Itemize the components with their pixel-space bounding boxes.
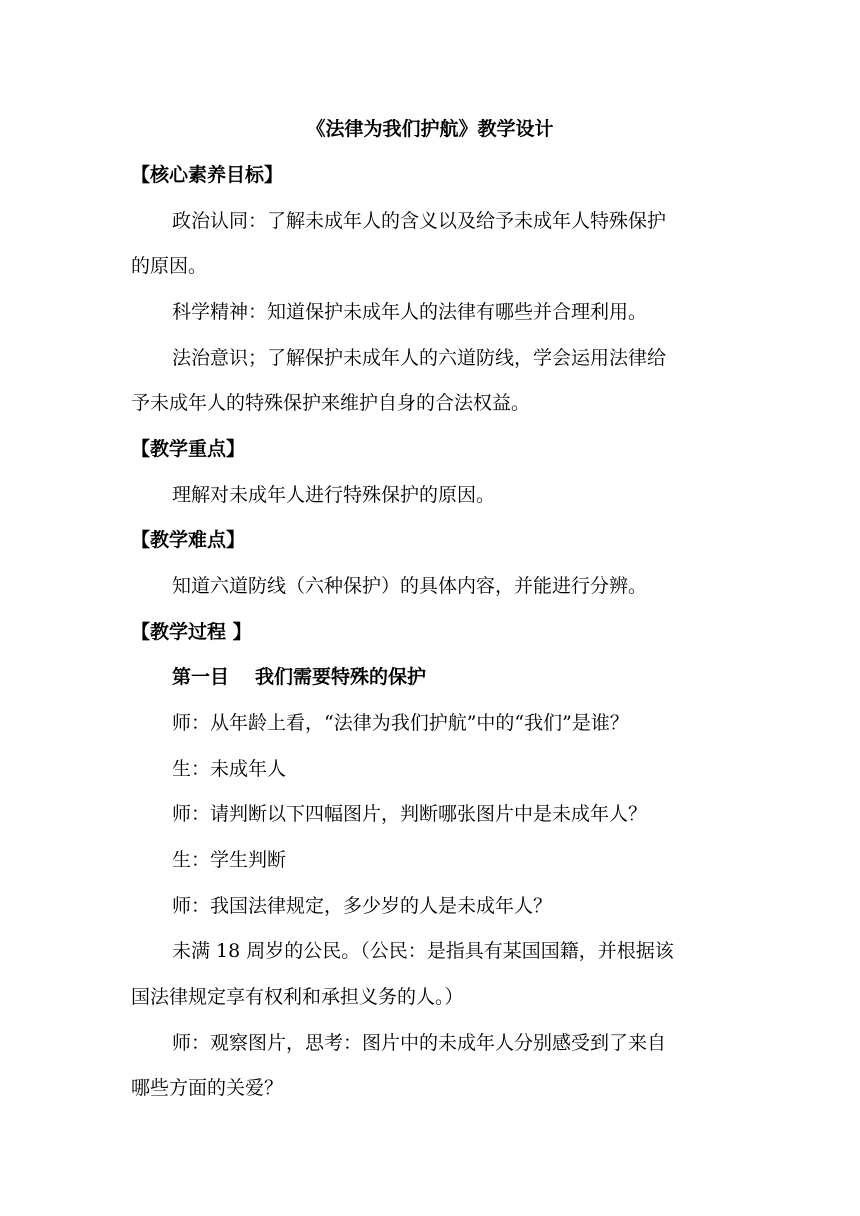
answer-line2: 国法律规定享有权利和承担义务的人。） <box>131 986 464 1008</box>
dialog-teacher-2: 师：请判断以下四幅图片，判断哪张图片中是未成年人？ <box>172 803 648 825</box>
difficult-point-text: 知道六道防线（六种保护）的具体内容，并能进行分辨。 <box>172 575 648 597</box>
dialog-student-2: 生：学生判断 <box>172 849 287 871</box>
dialog-teacher-1: 师：从年龄上看，“法律为我们护航”中的“我们”是谁？ <box>172 712 629 734</box>
heading-goals: 【核心素养目标】 <box>131 164 284 186</box>
answer-line1: 未满 18 周岁的公民。（公民：是指具有某国国籍，并根据该 <box>172 940 674 962</box>
part1-title: 我们需要特殊的保护 <box>255 666 427 688</box>
dialog-student-1: 生：未成年人 <box>172 758 287 780</box>
heading-key-point: 【教学重点】 <box>131 438 246 460</box>
goal-law-line1: 法治意识；了解保护未成年人的六道防线，学会运用法律给 <box>172 347 667 369</box>
document-title: 《法律为我们护航》教学设计 <box>306 118 554 140</box>
dialog-teacher-4-line1: 师：观察图片，思考：图片中的未成年人分别感受到了来自 <box>172 1032 667 1054</box>
goal-political-line2: 的原因。 <box>131 255 208 277</box>
heading-process: 【教学过程 】 <box>131 621 252 643</box>
dialog-teacher-3: 师：我国法律规定，多少岁的人是未成年人？ <box>172 895 553 917</box>
part1-heading <box>172 665 772 689</box>
dialog-teacher-4-line2: 哪些方面的关爱？ <box>131 1077 284 1099</box>
part1-label: 第一目 <box>172 666 230 688</box>
goal-political-line1: 政治认同：了解未成年人的含义以及给予未成年人特殊保护 <box>172 210 667 232</box>
goal-science: 科学精神：知道保护未成年人的法律有哪些并合理利用。 <box>172 301 648 323</box>
key-point-text: 理解对未成年人进行特殊保护的原因。 <box>172 484 496 506</box>
heading-difficult-point: 【教学难点】 <box>131 529 246 551</box>
goal-law-line2: 予未成年人的特殊保护来维护自身的合法权益。 <box>131 392 531 414</box>
